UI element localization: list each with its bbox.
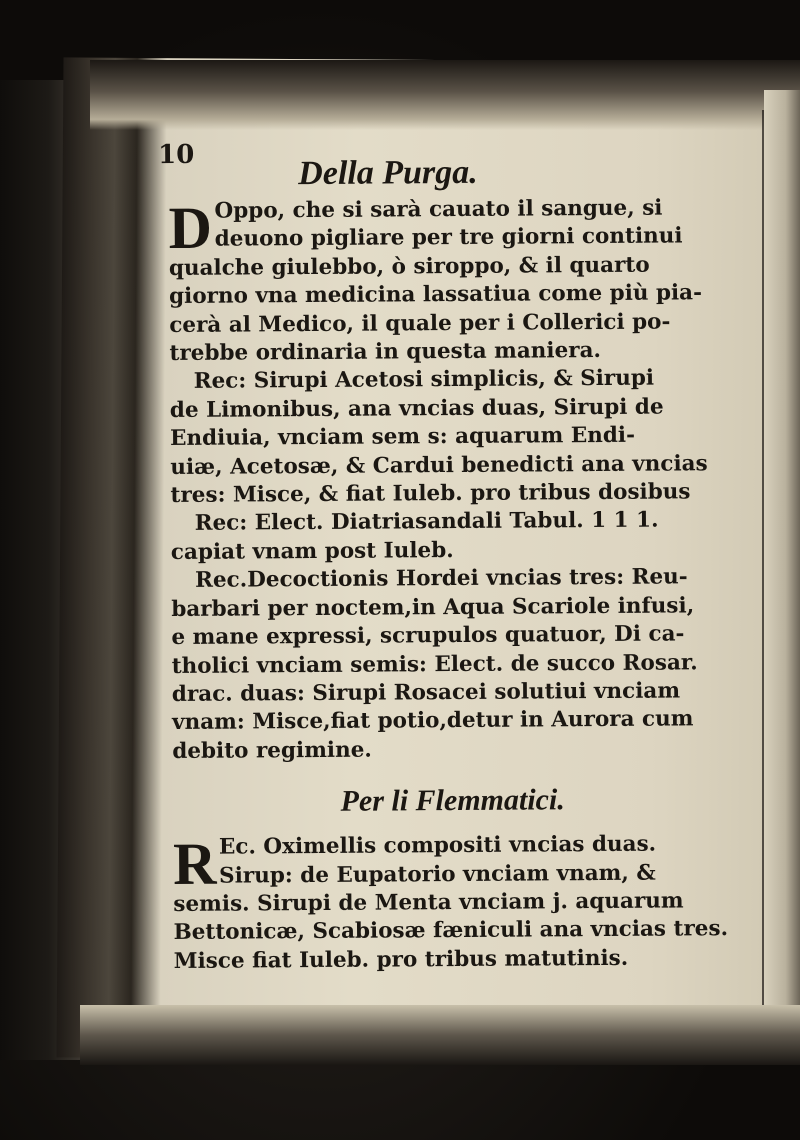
text-line: deuono pigliare per tre giorni continui [214,223,683,253]
text-line: tholici vnciam semis: Elect. de succo Rosar. [171,649,698,679]
text-line: trebbe ordinaria in questa maniera. [169,338,602,367]
page-top-shadow [90,60,800,130]
page-header [158,136,758,198]
paragraph-rec-elect [171,506,761,567]
text-line: Oppo, che si sarà cauato il sangue, si [214,195,663,224]
text-line: e mane expressi, scrupulos quatuor, Di ca- [171,621,685,651]
page-bottom-shadow [80,1005,800,1065]
text-line: de Limonibus, ana vncias duas, Sirupi de [169,394,664,423]
paragraph-rec-decoctionis [171,563,762,766]
dropcap-r: R [172,830,217,898]
text-line: capiat vnam post Iuleb. [170,537,454,565]
page-number: 10 [158,139,195,171]
text-line: Misce fiat Iuleb. pro tribus matutinis. [173,945,629,974]
dropcap-d: D [168,194,213,261]
text-line: giorno vna medicina lassatiua come più pia- [169,280,703,310]
page-text [158,136,764,976]
text-line: Endiuia, vnciam sem s: aquarum Endi- [169,422,636,452]
text-line: Rec: Elect. Diatriasandali Tabul. 1 1 1. [194,508,659,537]
text-line: drac. duas: Sirupi Rosacei solutiui vnciam [171,678,681,707]
text-line: vnam: Misce,fiat potio,detur in Aurora cum [171,706,694,736]
text-line: Sirup: de Eupatorio vnciam vnam, & [219,860,656,889]
text-line: semis. Sirupi de Menta vnciam j. aquarum [173,888,684,917]
text-line: barbari per noctem,in Aqua Scariole infusi, [171,593,695,622]
paragraph-rec-oximellis [173,830,764,976]
page-right-edge [764,90,800,1060]
text-line: qualche giulebbo, ò siroppo, & il quarto [168,252,650,281]
text-line: uiæ, Acetosæ, & Cardui benedicti ana vncias [170,450,708,480]
paragraph-doppo [168,194,759,369]
text-line: Ec. Oximellis compositi vncias duas. [218,831,657,860]
text-line: Rec: Sirupi Acetosi simplicis, & Sirupi [193,366,655,395]
section-title-flemmatici: Per li Flemmatici. [340,783,565,818]
text-line: debito regimine. [172,737,372,764]
text-line: tres: Misce, & fiat Iuleb. pro tribus dosibus [170,479,691,509]
running-title: Della Purga. [298,153,478,193]
text-line: Rec.Decoctionis Hordei vncias tres: Reu- [194,564,688,594]
paragraph-rec-sirupi [170,364,761,510]
text-line: cerà al Medico, il quale per i Collerici po- [169,309,671,338]
text-line: Bettonicæ, Scabiosæ fæniculi ana vncias tres. [173,916,729,946]
